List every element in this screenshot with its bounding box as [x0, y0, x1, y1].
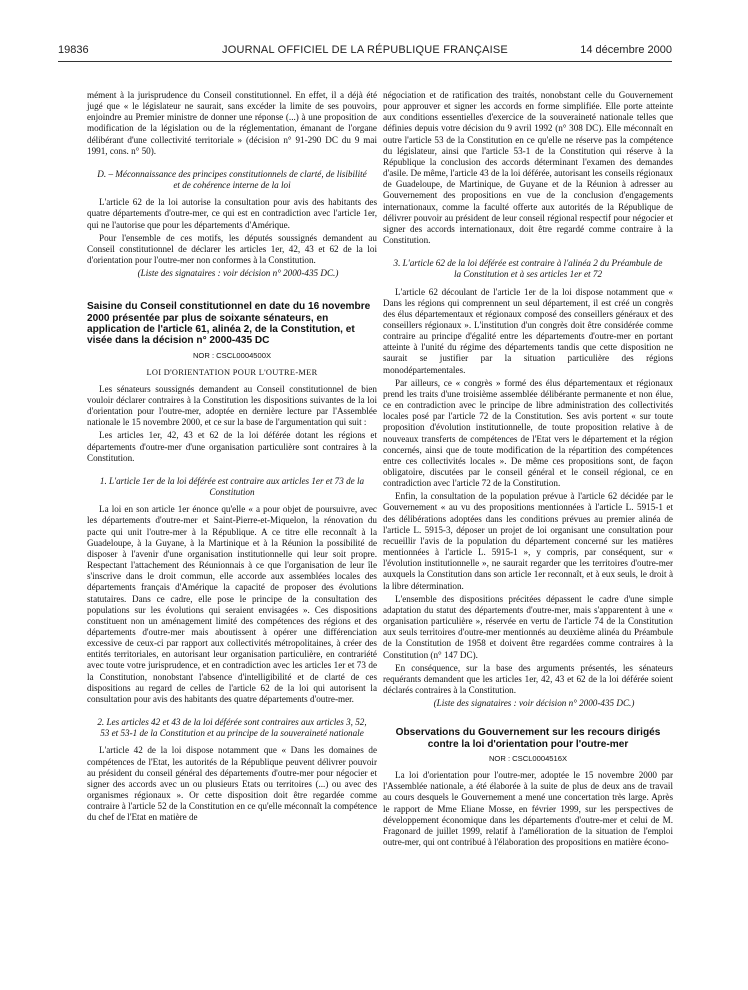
paragraph: L'ensemble des dispositions précitées dépassent le cadre d'une simple adaptation du statut des départements d'outre-mer, mais s'apparentent à une « organisation particulière », réservée en vertu de l'article 74 de la Constitution aux seuls territoires d'outre-mer mentionnés au deuxième alinéa du Préambule de la Constitution de 1958 et doivent être regardées comme contraires à la Constitution (n° 147 DC). [383, 593, 673, 660]
section-heading-3: 3. L'article 62 de la loi déférée est contraire à l'alinéa 2 du Préambule de la Constitution et à ses articles 1er et 72 [393, 258, 663, 280]
section-heading-d: D. – Méconnaissance des principes constitutionnels de clarté, de lisibilité et de cohérence interne de la loi [97, 168, 367, 191]
paragraph: Les articles 1er, 42, 43 et 62 de la loi déférée dotant les régions et départements d'outre-mer d'une organisation particulière sont contraires à la Constitution. [87, 430, 377, 463]
issue-date: 14 décembre 2000 [580, 44, 672, 56]
paragraph: mément à la jurisprudence du Conseil constitutionnel. En effet, il a déjà été jugé que « le législateur ne saurait, sans excéder la limite de ses pouvoirs, enjoindre au Premier ministre de donner une réponse (...) à une proposition de modification de la législation ou de la réglementation, émanant de l'organe délibérant d'une collectivité territoriale » (décision n° 91-290 DC du 9 mai 1991, cons. n° 50). [87, 90, 377, 156]
section-heading-1: 1. L'article 1er de la loi déférée est contraire aux articles 1er et 73 de la Constitution [99, 475, 365, 498]
header-rule [58, 61, 672, 62]
paragraph: L'article 62 de la loi autorise la consultation pour avis des habitants des quatre départements d'outre-mer, ce qui est en contradiction avec l'article 1er, qui ne l'autorise que pour les départements d'Amérique. [87, 197, 377, 230]
paragraph: L'article 42 de la loi dispose notamment que « Dans les domaines de compétences de l'Etat, les autorités de la République peuvent délivrer pouvoir au président du conseil général des départements d'outre-mer pour négocier et signer des accords avec un ou plusieurs Etats ou territoires (...) ou avec des organismes régionaux ». Or cette disposition doit être regardée comme contraire à l'article 52 de la Constitution en ce qu'elle méconnaît la compétence du chef de l'Etat en matière de [87, 745, 377, 823]
saisine-title: Saisine du Conseil constitutionnel en date du 16 novembre 2000 présentée par plus de soixante sénateurs, en application de l'article 61, alinéa 2, de la Constitution, et visée dans la décision n° 2000-435 DC [87, 301, 371, 347]
nor-reference: NOR : CSCL0004500X [192, 350, 272, 360]
page-number: 19836 [58, 44, 89, 56]
journal-title: JOURNAL OFFICIEL DE LA RÉPUBLIQUE FRANÇAISE [222, 44, 508, 56]
section-heading-2: 2. Les articles 42 et 43 de la loi déférée sont contraires aux articles 3, 52, 53 et 53-1 de la Constitution et au principe de la souveraineté nationale [97, 717, 367, 739]
paragraph: En conséquence, sur la base des arguments présentés, les sénateurs requérants demandent que les articles 1er, 42, 43 et 62 de la loi déférée soient déclarés contraires à la Constitution. [383, 662, 673, 695]
paragraph: L'article 62 découlant de l'article 1er de la loi dispose notamment que « Dans les régions qui comprennent un seul département, il est créé un congrès des élus départementaux et régionaux composé des conseillers généraux et des conseillers régionaux ». L'institution d'un congrès doit être considérée comme contraire au principe d'égalité entre les départements d'outre-mer en portant atteinte à l'unité du régime des départements tandis que cette disposition ne saurait se justifier par la situation particulière des régions monodépartementales. [383, 286, 673, 375]
law-title: LOI D'ORIENTATION POUR L'OUTRE-MER [146, 367, 318, 377]
paragraph: Enfin, la consultation de la population prévue à l'article 62 décidée par le Gouvernement « au vu des propositions mentionnées à l'article L. 5915-1 et des délibérations adoptées dans les conditions prévues au premier alinéa de l'article L. 5915-3, déposer un projet de loi organisant une consultation pour recueillir l'avis de la population du département concerné sur les matières mentionnées à l'article L. 5915-1 », y compris, par conséquent, sur « l'évolution institutionnelle », ne saurait regarder que les territoires d'outre-mer auxquels la Constitution dans son article 1er reconnaît, et à eux seuls, le droit à la libre détermination. [383, 491, 673, 591]
page-header [58, 44, 672, 60]
paragraph: La loi en son article 1er énonce qu'elle « a pour objet de poursuivre, avec les départements d'outre-mer et Saint-Pierre-et-Miquelon, la rénovation du pacte qui unit l'outre-mer à la République. A ce titre elle reconnaît à la Guadeloupe, à la Guyane, à la Martinique et à la Réunion la possibilité de disposer à l'avenir d'une organisation institutionnelle qui leur soit propre. Respectant l'attachement des Réunionnais à ce que l'organisation de leur île s'inscrive dans le droit commun, elle accorde aux assemblées locales des départements français d'Amérique la capacité de proposer des évolutions statutaires. Dans ce cadre, elle pose le principe de la consultation des populations sur les évolutions qui seraient envisagées ». Ces dispositions constituent non un aménagement limité des compétences des régions et des départements d'outre-mer mais aboutissent à opérer une différenciation excessive de ceux-ci par rapport aux collectivités métropolitaines, à créer des entités territoriales, en autorisant leur organisation particulière, en contrariété avec toute votre jurisprudence, et en contradiction avec les articles 1er et 73 de la Constitution, nonobstant l'absence d'intelligibilité et de clarté de ces dispositions au regard de celles de l'article 62 de la loi qui autorisent la consultation pour avis des habitants des quatre départements d'outre-mer. [87, 504, 377, 704]
paragraph: négociation et de ratification des traités, nonobstant celle du Gouvernement pour approuver et signer les accords en forme simplifiée. Elle porte atteinte aux conditions essentielles d'exercice de la souveraineté nationale telles que définies depuis votre décision du 9 avril 1992 (n° 308 DC). Elle méconnaît en outre l'article 53 de la Constitution en ce qu'elle ne réserve pas la compétence du législateur, ainsi que l'article 53-1 de la Constitution qui réserve à la République la conclusion des accords déterminant l'examen des demandes d'asile. De même, l'article 43 de la loi déférée, autorisant les conseils régionaux de Guadeloupe, de Martinique, de Guyane et de la Réunion à adresser au Gouvernement des propositions en vue de la conclusion d'engagements internationaux, comme la faculté offerte aux autorités de la République de délivrer pouvoir au président de leur conseil régional respectif pour négocier et signer des accords internationaux, doit être regardé comme contraire à la Constitution. [383, 90, 673, 246]
paragraph: La loi d'orientation pour l'outre-mer, adoptée le 15 novembre 2000 par l'Assemblée nationale, a été élaborée à la suite de plus de deux ans de travail au cours desquels le Gouvernement a mené une concertation très large. Après le rapport de Mme Eliane Mosse, en février 1999, sur les perspectives de développement économique dans les départements d'outre-mer et celui de M. Fragonard de juillet 1999, relatif à l'amélioration de la situation de l'emploi outre-mer, qui ont contribué à l'élaboration des propositions en matière écono- [383, 770, 673, 847]
right-column [383, 90, 673, 850]
paragraph: Par ailleurs, ce « congrès » formé des élus départementaux et régionaux prend les traits d'une troisième assemblée délibérante permanente et non élue, ce en contradiction avec le principe de libre administration des collectivités locales posé par l'article 72 de la Constitution. Ses avis portent « sur toute proposition d'évolution institutionnelle, de toute proposition relative à de nouveaux transferts de compétences de l'Etat vers le département et la région concernés, ainsi que de toute modification de la répartition des compétences entre ces collectivités locales ». De même ces propositions sont, de façon obligatoire, discutées par le conseil général et le conseil régional, ce en contradiction avec l'article 72 de la Constitution. [383, 377, 673, 489]
observations-title: Observations du Gouvernement sur les recours dirigés contre la loi d'orientation pour l'outre-mer [395, 727, 661, 750]
paragraph: Pour l'ensemble de ces motifs, les députés soussignés demandent au Conseil constitutionnel de déclarer les articles 1er, 42, 43 et 62 de la loi d'orientation pour l'outre-mer non conformes à la Constitution. [87, 232, 377, 266]
signatories-note: (Liste des signataires : voir décision n° 2000-435 DC.) [433, 698, 635, 709]
left-column [87, 90, 377, 825]
signatories-note: (Liste des signataires : voir décision n° 2000-435 DC.) [137, 268, 339, 279]
nor-reference: NOR : CSCL0004516X [488, 753, 568, 763]
paragraph: Les sénateurs soussignés demandent au Conseil constitutionnel de bien vouloir déclarer contraires à la Constitution les dispositions suivantes de la loi d'orientation pour l'outre-mer, adoptée en dernière lecture par l'Assemblée nationale le 15 novembre 2000, et ce sur la base de l'argumentation qui suit : [87, 383, 377, 428]
